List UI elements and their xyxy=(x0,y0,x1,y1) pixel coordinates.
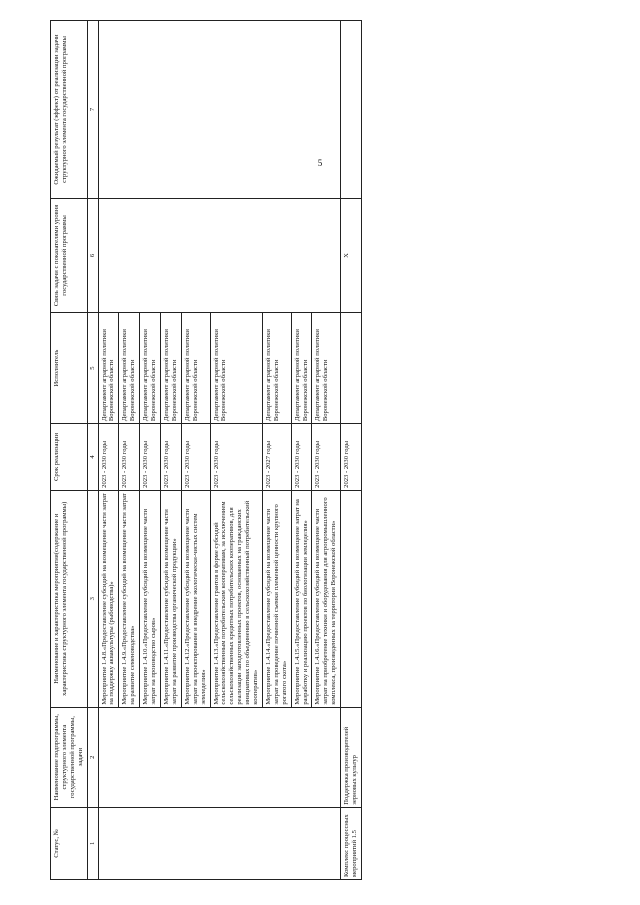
executor-cell: Департамент аграрной политики Воронежской области xyxy=(291,312,312,423)
term-cell: 2023 - 2030 годы xyxy=(119,424,140,491)
header-term: Срок реализации xyxy=(51,424,88,491)
column-number: 2 xyxy=(87,707,98,807)
term-cell: 2023 - 2030 годы xyxy=(98,424,119,491)
page-number: 5 xyxy=(317,158,323,168)
subprogram-cell xyxy=(98,707,341,807)
column-number: 7 xyxy=(87,21,98,199)
term-cell: 2023 - 2030 годы xyxy=(291,424,312,491)
measure-cell: Мероприятие 1.4.15.«Предоставление субсидий на возмещение затрат на разработку и реализацию проектов по биологизации земледелия» xyxy=(291,490,312,707)
measure-cell: Мероприятие 1.4.10.«Предоставление субсидий на возмещение части затрат на производство сыров» xyxy=(140,490,161,707)
executor-cell: Департамент аграрной политики Воронежской области xyxy=(98,312,119,423)
column-number: 6 xyxy=(87,198,98,312)
complex-result-cell xyxy=(341,21,362,199)
rotated-table-stage xyxy=(50,20,555,880)
measure-cell: Мероприятие 1.4.16.«Предоставление субсидий на возмещение части затрат на приобретение техники и оборудования для агропромышленного комплекса, произведенных на территории Воронежской области» xyxy=(312,490,341,707)
complex-link-cell: Х xyxy=(341,198,362,312)
measure-cell: Мероприятие 1.4.14.«Предоставление субсидий на возмещение части затрат на проведение почвенной съемки племенной ценности крупного рогатого скота» xyxy=(262,490,291,707)
measure-cell: Мероприятие 1.4.13.«Предоставление грантов в форме субсидий сельскохозяйственным потребительским кооперативам, за исключением сельскохозяйственных кредитных потребительских кооперативов, для реализации заподготовленных проектов, основанных на гражданских инициативах по объединению в сельскохозяйственный потребительский кооператив» xyxy=(210,490,262,707)
table-row xyxy=(98,21,119,880)
executor-cell: Департамент аграрной политики Воронежской области xyxy=(210,312,262,423)
column-number: 1 xyxy=(87,807,98,879)
header-executor: Исполнитель xyxy=(51,312,88,423)
measure-cell: Мероприятие 1.4.11.«Предоставление субсидий на возмещение части затрат на развитие производства органической продукции» xyxy=(160,490,181,707)
term-cell: 2023 - 2030 годы xyxy=(160,424,181,491)
indicator-link-cell xyxy=(98,198,341,312)
executor-cell: Департамент аграрной политики Воронежской области xyxy=(181,312,210,423)
executor-cell: Департамент аграрной политики Воронежской области xyxy=(262,312,291,423)
program-table xyxy=(50,20,362,880)
term-cell: 2023 - 2030 годы xyxy=(181,424,210,491)
executor-cell: Департамент аграрной политики Воронежской области xyxy=(119,312,140,423)
complex-status-cell: Комплекс процессных мероприятий 1.5 xyxy=(341,807,362,879)
column-number-row xyxy=(87,21,98,880)
complex-row xyxy=(341,21,362,880)
header-status: Статус, № xyxy=(51,807,88,879)
executor-cell: Департамент аграрной политики Воронежской области xyxy=(312,312,341,423)
complex-measure-cell xyxy=(341,490,362,707)
complex-executor-cell xyxy=(341,312,362,423)
header-measure: Наименование и характеристика мероприятия(содержание и характеристика структурного элемента государственной программы) xyxy=(51,490,88,707)
term-cell: 2023 - 2027 годы xyxy=(262,424,291,491)
header-expected-result: Ожидаемый результат (эффект) от реализации задачи структурного элемента государственной программы xyxy=(51,21,88,199)
complex-name-cell: Поддержка производителей зерновых культур xyxy=(341,707,362,807)
status-cell xyxy=(98,807,341,879)
term-cell: 2023 - 2030 годы xyxy=(140,424,161,491)
column-number: 4 xyxy=(87,424,98,491)
measure-cell: Мероприятие 1.4.9.«Предоставление субсидий на возмещение части затрат на развитие семеноводства» xyxy=(119,490,140,707)
header-subprogram: Наименование подпрограммы, структурного элемента государственной программы, задачи xyxy=(51,707,88,807)
column-number: 3 xyxy=(87,490,98,707)
measure-cell: Мероприятие 1.4.8.«Предоставление субсидий на возмещение части затрат на поддержку аквакультуры (рыбоводства)» xyxy=(98,490,119,707)
table-header-row xyxy=(51,21,88,880)
complex-term-cell: 2023 - 2030 годы xyxy=(341,424,362,491)
measure-cell: Мероприятие 1.4.12.«Предоставление субсидий на возмещение части затрат на проектирование и внедрение экологически-чистых систем земледелия» xyxy=(181,490,210,707)
expected-result-cell xyxy=(98,21,341,199)
executor-cell: Департамент аграрной политики Воронежской области xyxy=(160,312,181,423)
term-cell: 2023 - 2030 годы xyxy=(210,424,262,491)
term-cell: 2023 - 2030 годы xyxy=(312,424,341,491)
column-number: 5 xyxy=(87,312,98,423)
header-indicator-link: Связь задачи с показателями уровня государственной программы xyxy=(51,198,88,312)
executor-cell: Департамент аграрной политики Воронежской области xyxy=(140,312,161,423)
